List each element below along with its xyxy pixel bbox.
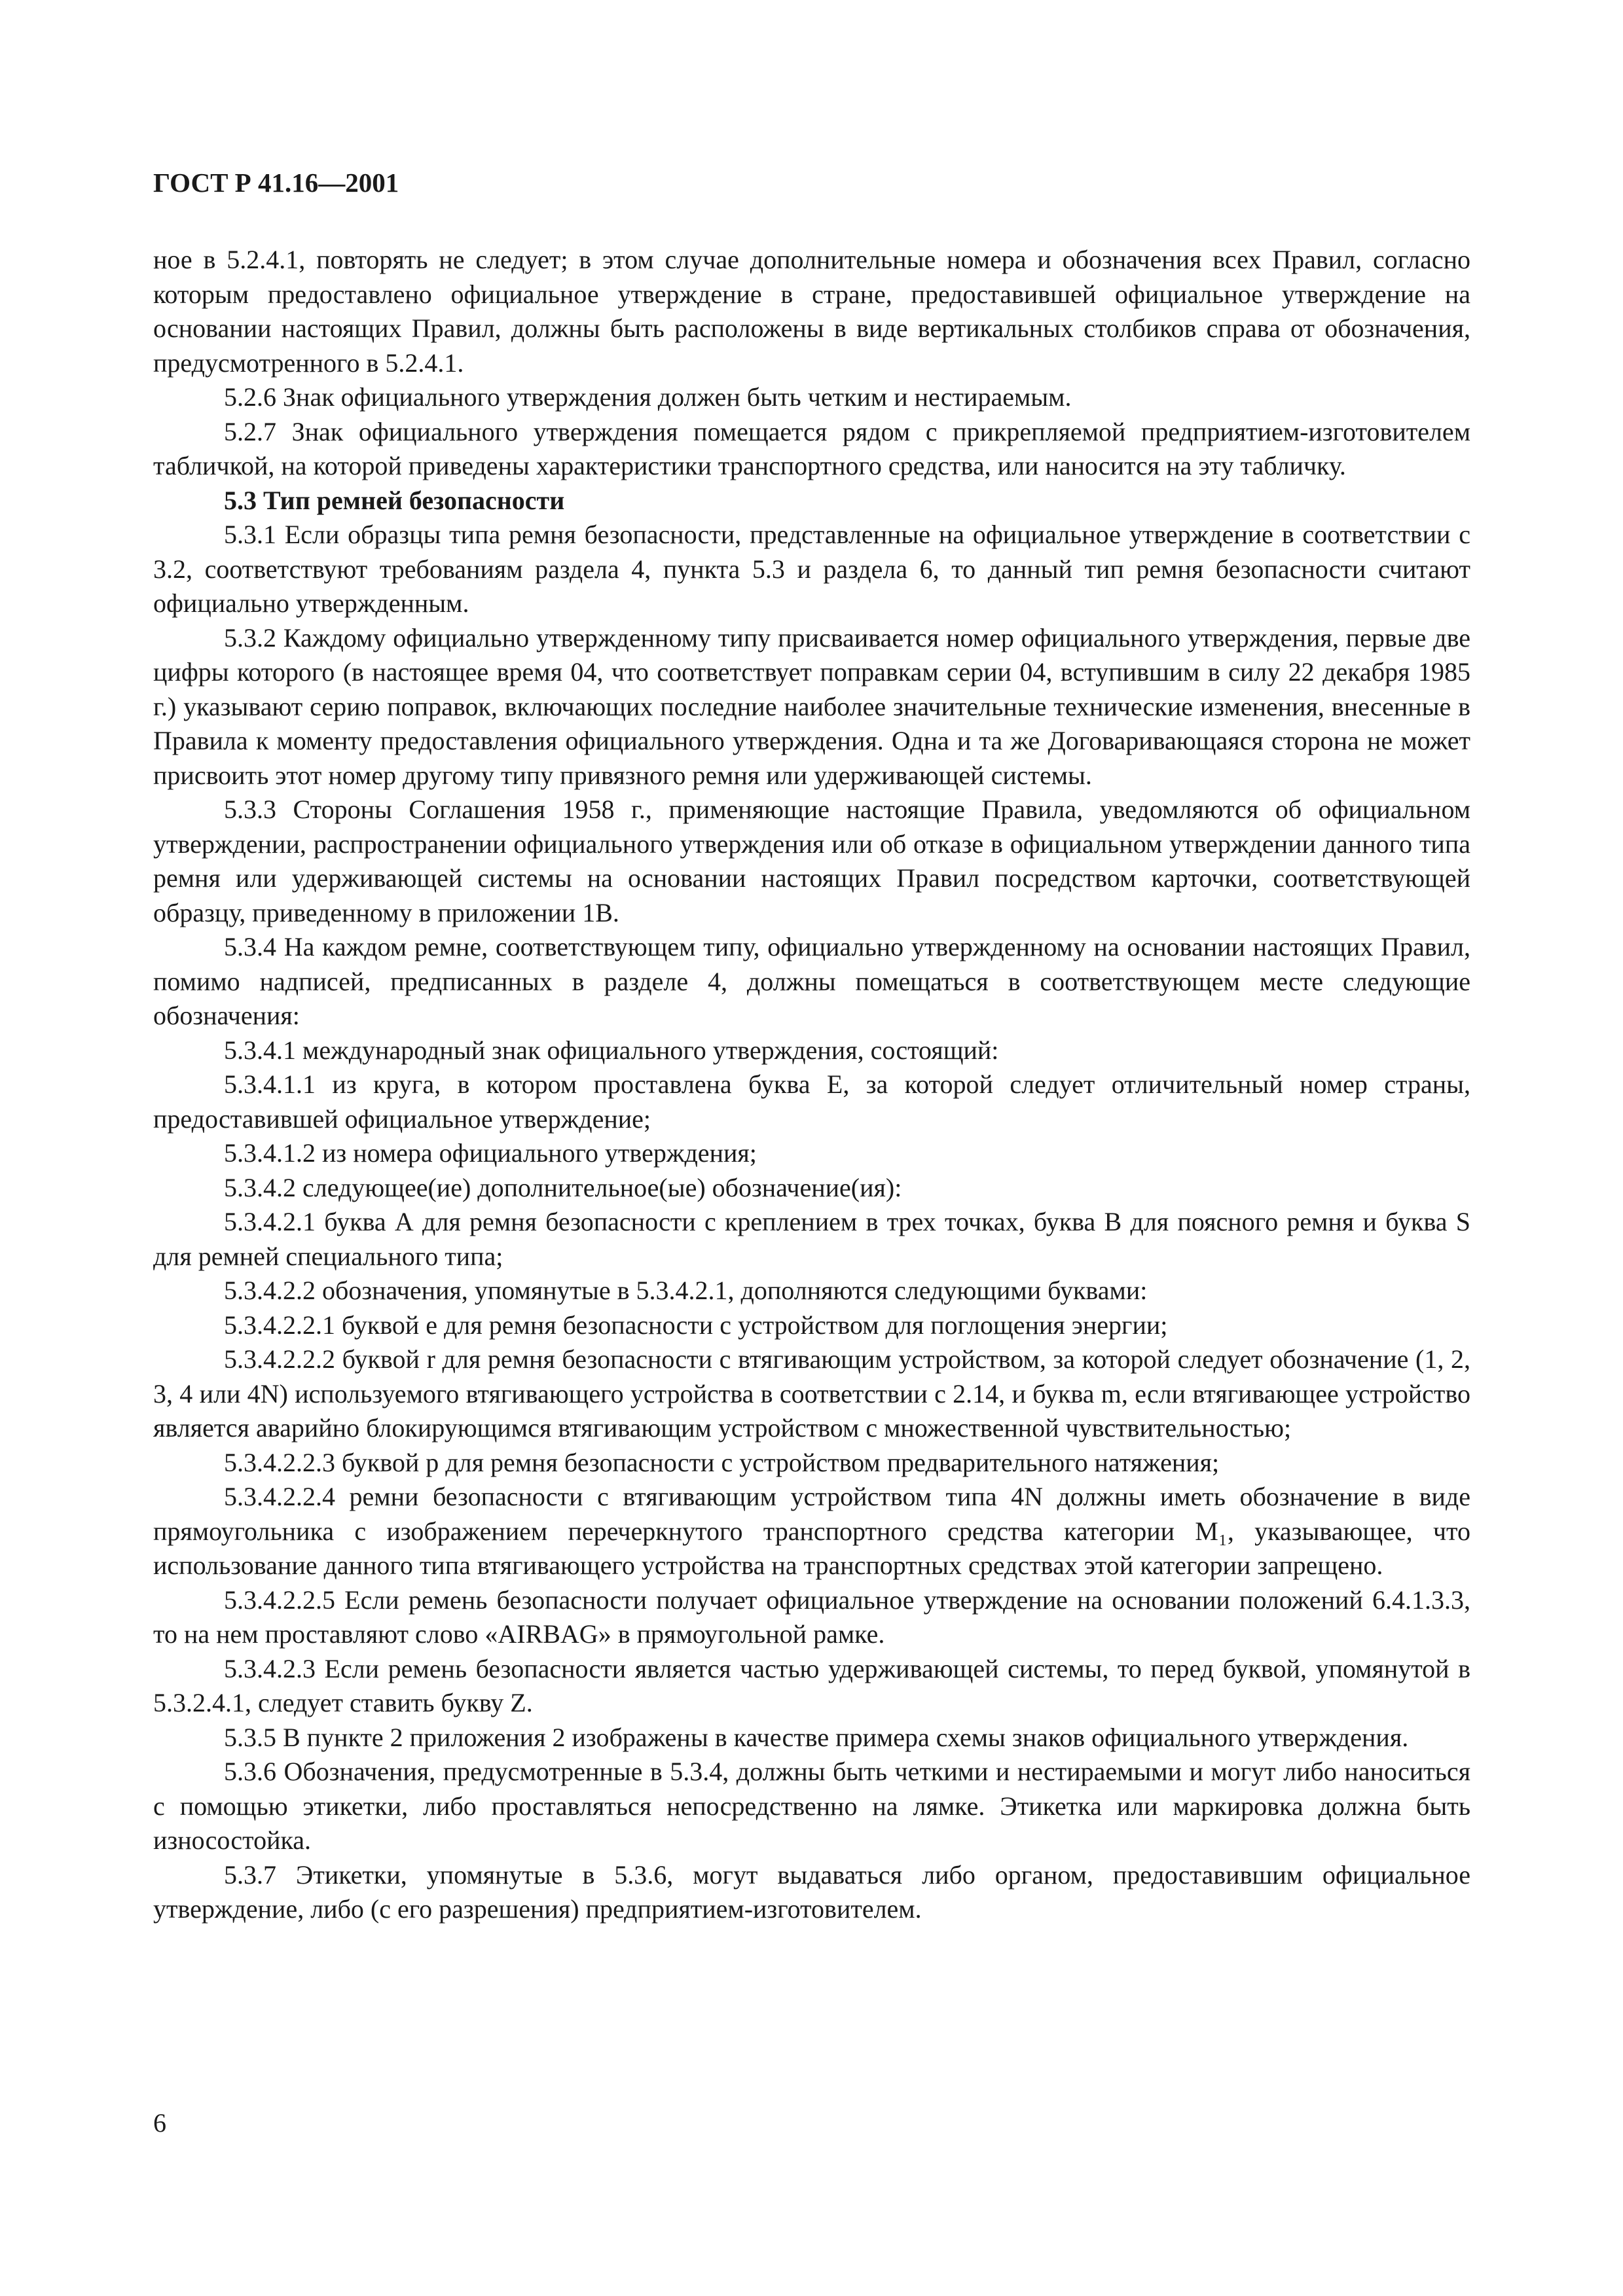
- page-number: 6: [153, 2108, 166, 2138]
- paragraph: 5.3.2 Каждому официально утвержденному типу присваивается номер официального утверждения, первые две цифры которого (в настоящее время 04, что соответствует поправкам серии 04, вступившим в силу 22 декабря 1985 г.) указывают серию поправок, включающих последние наиболее значительные технические изменения, внесенные в Правила к моменту предоставления официального утверждения. Одна и та же Договаривающаяся сторона не может присвоить этот номер другому типу привязного ремня или удерживающей системы.: [153, 622, 1470, 790]
- paragraph: 5.3.4.2.2.3 буквой р для ремня безопасности с устройством предварительного натяжения;: [224, 1447, 1220, 1477]
- paragraph: 5.3.3 Стороны Соглашения 1958 г., применяющие настоящие Правила, уведомляются об официальном утверждении, распространении официального утверждения или об отказе в официальном утверждении данного типа ремня или удерживающей системы на основании настоящих Правил посредством карточки, соответствующей образцу, приведенному в приложении 1В.: [153, 795, 1470, 927]
- paragraph: 5.3.4.2.2.4 ремни безопасности с втягивающим устройством типа 4N должны иметь обозначение в виде прямоугольника с изображением перечеркнутого транспортного средства категории М₁, указывающее, что использование данного типа втягивающего устройства на транспортных средствах этой категории запрещено.: [153, 1482, 1470, 1580]
- paragraph: 5.3.4 На каждом ремне, соответствующем типу, официально утвержденному на основании настоящих Правил, помимо надписей, предписанных в разделе 4, должны помещаться в соответствующем месте следующие обозначения:: [153, 932, 1470, 1030]
- paragraph: 5.3.4.2.2 обозначения, упомянутые в 5.3.4.2.1, дополняются следующими буквами:: [224, 1276, 1148, 1305]
- paragraph: 5.3.5 В пункте 2 приложения 2 изображены в качестве примера схемы знаков официального утверждения.: [224, 1722, 1409, 1752]
- paragraph: 5.3.4.2.3 Если ремень безопасности является частью удерживающей системы, то перед буквой, упомянутой в 5.3.2.4.1, следует ставить букву Z.: [153, 1653, 1470, 1717]
- section-heading: 5.3 Тип ремней безопасности: [224, 485, 565, 515]
- paragraph: 5.3.4.2.2.1 буквой е для ремня безопасности с устройством для поглощения энергии;: [224, 1310, 1168, 1340]
- paragraph: 5.2.6 Знак официального утверждения должен быть четким и нестираемым.: [224, 382, 1072, 412]
- paragraph: 5.2.7 Знак официального утверждения помещается рядом с прикрепляемой предприятием-изготовителем табличкой, на которой приведены характеристики транспортного средства, или наносится на эту табличку.: [153, 416, 1470, 480]
- paragraph: 5.3.1 Если образцы типа ремня безопасности, представленные на официальное утверждение в соответствии с 3.2, соответствуют требованиям раздела 4, пункта 5.3 и раздела 6, то данный тип ремня безопасности считают официально утвержденным.: [153, 520, 1470, 618]
- paragraph: ное в 5.2.4.1, повторять не следует; в этом случае дополнительные номера и обозначения всех Правил, согласно которым предоставлено официальное утверждение в стране, предоставившей официальное утверждение на основании настоящих Правил, должны быть расположены в виде вертикальных столбиков справа от обозначения, предусмотренного в 5.2.4.1.: [153, 245, 1470, 378]
- paragraph: 5.3.6 Обозначения, предусмотренные в 5.3.4, должны быть четкими и нестираемыми и могут либо наноситься с помощью этикетки, либо проставляться непосредственно на лямке. Этикетка или маркировка должна быть износостойка.: [153, 1757, 1470, 1855]
- document-body: [153, 243, 1470, 1927]
- paragraph: 5.3.4.1.2 из номера официального утверждения;: [224, 1138, 757, 1168]
- paragraph: 5.3.4.1 международный знак официального утверждения, состоящий:: [224, 1035, 999, 1065]
- paragraph: 5.3.4.2.2.2 буквой r для ремня безопасности с втягивающим устройством, за которой следует обозначение (1, 2, 3, 4 или 4N) используемого втягивающего устройства в соответствии с 2.14, и буква m, если втягивающее устройство является аварийно блокирующимся втягивающим устройством с множественной чувствительностью;: [153, 1344, 1470, 1443]
- paragraph: 5.3.4.1.1 из круга, в котором проставлена буква Е, за которой следует отличительный номер страны, предоставившей официальное утверждение;: [153, 1069, 1470, 1134]
- document-header: ГОСТ Р 41.16—2001: [153, 168, 399, 198]
- paragraph: 5.3.4.2.1 буква А для ремня безопасности с креплением в трех точках, буква В для поясного ремня и буква S для ремней специального типа;: [153, 1207, 1470, 1271]
- paragraph: 5.3.4.2 следующее(ие) дополнительное(ые) обозначение(ия):: [224, 1172, 902, 1202]
- paragraph: 5.3.4.2.2.5 Если ремень безопасности получает официальное утверждение на основании положений 6.4.1.3.3, то на нем проставляют слово «AIRBAG» в прямоугольной рамке.: [153, 1585, 1470, 1649]
- paragraph: 5.3.7 Этикетки, упомянутые в 5.3.6, могут выдаваться либо органом, предоставившим официальное утверждение, либо (с его разрешения) предприятием-изготовителем.: [153, 1859, 1470, 1924]
